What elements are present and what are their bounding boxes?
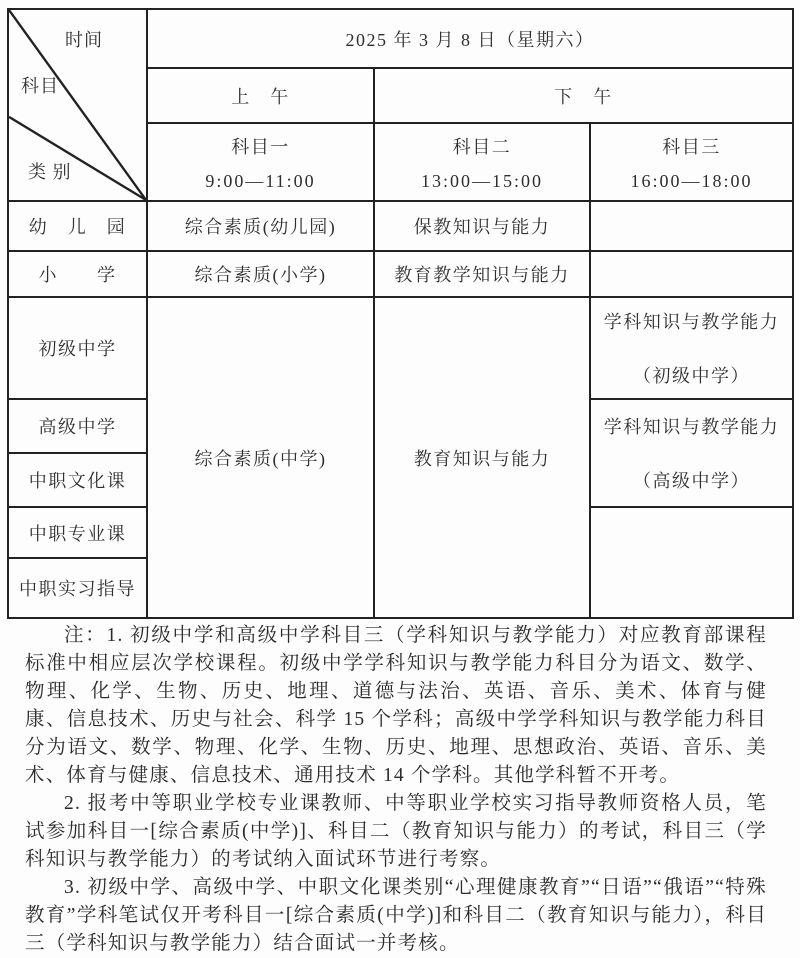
junior-subject3-cell xyxy=(590,297,793,399)
subject1-time: 9:00—11:00 xyxy=(205,170,316,191)
subject3-header-cell xyxy=(590,123,793,201)
middle-subject1-merged-cell: 综合素质(中学) xyxy=(147,297,374,618)
session-morning-cell: 上 午 xyxy=(147,68,374,123)
subject1-name: 科目一 xyxy=(231,136,290,157)
corner-subject-label: 科目 xyxy=(21,76,59,96)
footnote-3: 3. 初级中学、高级中学、中职文化课类别“心理健康教育”“日语”“俄语”“特殊教育”学科笔试仅开考科目一[综合素质(中学)]和科目二（教育知识与能力），科目三（学科知识与教学能力）结合面试一并考核。 xyxy=(25,877,767,954)
vocational-subject3-empty-cell xyxy=(590,507,793,618)
category-primary: 小 学 xyxy=(8,251,147,297)
kindergarten-subject1-cell: 综合素质(幼儿园) xyxy=(147,201,374,251)
junior-subject3-line1: 学科知识与教学能力 xyxy=(603,312,780,332)
corner-header-cell xyxy=(8,9,147,201)
kindergarten-subject2-cell: 保教知识与能力 xyxy=(374,201,590,251)
footnote-1: 注：1. 初级中学和高级中学科目三（学科知识与教学能力）对应教育部课程标准中相应层次学校课程。初级中学学科知识与教学能力科目分为语文、数学、物理、化学、生物、历史、地理、道德与法治、英语、音乐、美术、体育与健康、信息技术、历史与社会、科学 15 个学科；高级中学学科知识与教学能力科目分为语文、数学、物理、化学、生物、历史、地理、思想政治、英语、音乐、美术、体育与健康、信息技术、通用技术 14 个学科。其他学科暂不开考。 xyxy=(25,625,767,786)
footnote-2: 2. 报考中等职业学校专业课教师、中等职业学校实习指导教师资格人员，笔试参加科目一[综合素质(中学)]、科目二（教育知识与能力）的考试，科目三（学科知识与教学能力）的考试纳入面试环节进行考察。 xyxy=(25,793,767,870)
category-vocational-internship: 中职实习指导 xyxy=(8,558,147,618)
subject3-name: 科目三 xyxy=(662,136,721,157)
kindergarten-subject3-cell xyxy=(590,201,793,251)
subject2-header-cell xyxy=(374,123,590,201)
subject1-header-cell xyxy=(147,123,374,201)
exam-schedule-table xyxy=(7,8,794,619)
senior-subject3-merged-cell xyxy=(590,399,793,507)
subject3-time: 16:00—18:00 xyxy=(630,170,753,191)
category-junior-middle: 初级中学 xyxy=(8,297,147,399)
corner-time-label: 时间 xyxy=(65,30,103,50)
middle-subject2-merged-cell: 教育知识与能力 xyxy=(374,297,590,618)
senior-subject3-line2: （高级中学） xyxy=(633,471,751,491)
exam-date-cell: 2025 年 3 月 8 日（星期六） xyxy=(147,9,793,68)
junior-subject3-line2: （初级中学） xyxy=(633,366,751,386)
category-kindergarten: 幼 儿 园 xyxy=(8,201,147,251)
primary-subject1-cell: 综合素质(小学) xyxy=(147,251,374,297)
primary-subject2-cell: 教育教学知识与能力 xyxy=(374,251,590,297)
category-vocational-culture: 中职文化课 xyxy=(8,453,147,507)
subject2-name: 科目二 xyxy=(452,136,512,157)
session-afternoon-cell: 下 午 xyxy=(374,68,793,123)
category-vocational-major: 中职专业课 xyxy=(8,507,147,558)
footnotes xyxy=(25,622,767,958)
subject2-time: 13:00—15:00 xyxy=(420,170,543,191)
category-senior-middle: 高级中学 xyxy=(8,399,147,453)
corner-category-label: 类 别 xyxy=(28,162,72,182)
primary-subject3-cell xyxy=(590,251,793,297)
senior-subject3-line1: 学科知识与教学能力 xyxy=(603,417,780,437)
